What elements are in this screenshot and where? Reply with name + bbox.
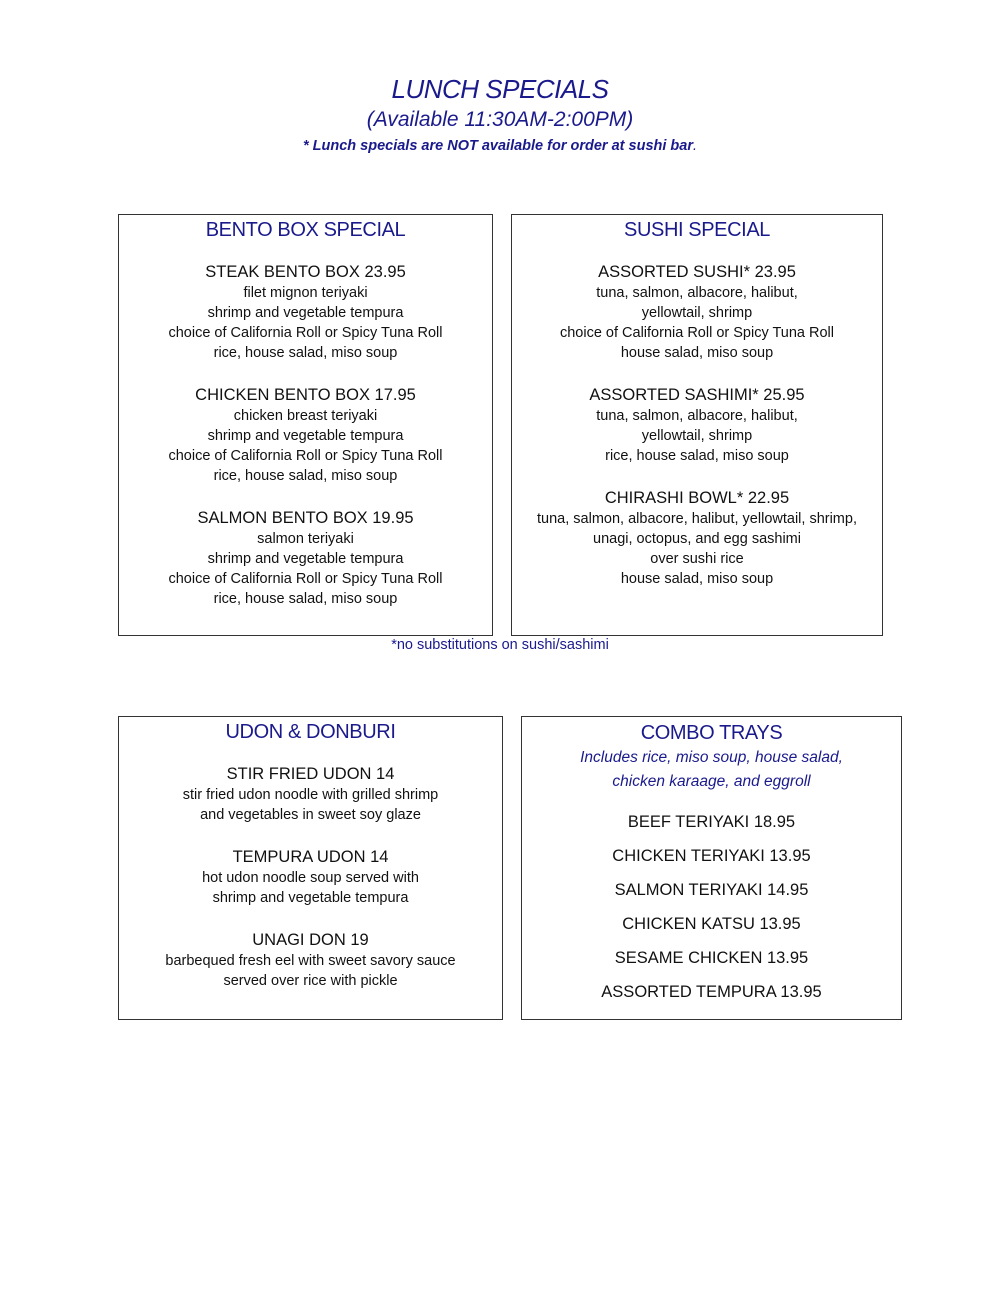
combo-item: SALMON TERIYAKI 14.95 (614, 881, 809, 899)
item-name: SALMON BENTO BOX 19.95 (197, 509, 414, 527)
item-desc: choice of California Roll or Spicy Tuna Roll (168, 325, 443, 341)
menu-item (512, 488, 882, 589)
item-name: ASSORTED SASHIMI* 25.95 (589, 386, 805, 404)
item-desc: served over rice with pickle (223, 973, 398, 989)
menu-item (119, 385, 492, 486)
item-desc: over sushi rice (650, 551, 744, 567)
menu-item (119, 508, 492, 609)
menu-item (119, 930, 502, 991)
sushi-bar-note (0, 138, 1000, 154)
combo-item: ASSORTED TEMPURA 13.95 (601, 983, 822, 1001)
item-desc: barbequed fresh eel with sweet savory sauce (165, 953, 456, 969)
item-desc: hot udon noodle soup served with (202, 870, 419, 886)
combo-trays-section (521, 716, 902, 1020)
bento-box-section (118, 214, 493, 636)
item-desc: and vegetables in sweet soy glaze (200, 807, 421, 823)
menu-item (512, 262, 882, 363)
sushi-special-section (511, 214, 883, 636)
menu-item (512, 385, 882, 466)
combo-item: CHICKEN TERIYAKI 13.95 (612, 847, 811, 865)
combo-item: SESAME CHICKEN 13.95 (614, 949, 809, 967)
section-title: SUSHI SPECIAL (624, 219, 770, 241)
sushi-bar-note-text: * Lunch specials are NOT available for order at sushi bar (302, 138, 693, 154)
combo-item: CHICKEN KATSU 13.95 (622, 915, 801, 933)
item-desc: stir fried udon noodle with grilled shrimp (182, 787, 439, 803)
item-desc: yellowtail, shrimp (641, 428, 753, 444)
item-desc: shrimp and vegetable tempura (207, 305, 404, 321)
item-name: UNAGI DON 19 (252, 931, 369, 949)
udon-donburi-section (118, 716, 503, 1020)
combo-includes: Includes rice, miso soup, house salad, (580, 749, 843, 766)
item-desc: house salad, miso soup (620, 345, 774, 361)
section-title: BENTO BOX SPECIAL (205, 219, 406, 241)
menu-item (119, 847, 502, 908)
menu-item (119, 764, 502, 825)
combo-list (522, 805, 901, 1009)
item-desc: chicken breast teriyaki (233, 408, 378, 424)
combo-includes: chicken karaage, and eggroll (612, 773, 811, 790)
availability-hours: (Available 11:30AM-2:00PM) (366, 108, 634, 131)
substitution-footnote: *no substitutions on sushi/sashimi (391, 637, 609, 653)
section-title: UDON & DONBURI (225, 721, 396, 743)
item-name: CHICKEN BENTO BOX 17.95 (195, 386, 416, 404)
sushi-bar-note-period: . (693, 138, 698, 154)
item-desc: filet mignon teriyaki (243, 285, 368, 301)
menu-item (119, 262, 492, 363)
item-name: STIR FRIED UDON 14 (226, 765, 395, 783)
item-desc: choice of California Roll or Spicy Tuna Roll (168, 571, 443, 587)
item-desc: shrimp and vegetable tempura (212, 890, 409, 906)
item-name: ASSORTED SUSHI* 23.95 (598, 263, 796, 281)
page-title: LUNCH SPECIALS (391, 74, 609, 104)
item-desc: yellowtail, shrimp (641, 305, 753, 321)
item-desc: rice, house salad, miso soup (213, 591, 398, 607)
item-desc: choice of California Roll or Spicy Tuna Roll (168, 448, 443, 464)
item-desc: tuna, salmon, albacore, halibut, yellowtail, shrimp, (537, 511, 857, 527)
item-name: STEAK BENTO BOX 23.95 (205, 263, 406, 281)
item-desc: shrimp and vegetable tempura (207, 428, 404, 444)
item-desc: choice of California Roll or Spicy Tuna Roll (559, 325, 834, 341)
item-desc: tuna, salmon, albacore, halibut, (596, 408, 798, 424)
item-name: CHIRASHI BOWL* 22.95 (604, 489, 790, 507)
item-desc: unagi, octopus, and egg sashimi (593, 531, 801, 547)
item-desc: house salad, miso soup (620, 571, 774, 587)
item-desc: rice, house salad, miso soup (213, 468, 398, 484)
item-desc: tuna, salmon, albacore, halibut, (596, 285, 798, 301)
item-desc: rice, house salad, miso soup (213, 345, 398, 361)
item-desc: salmon teriyaki (257, 531, 354, 547)
item-name: TEMPURA UDON 14 (232, 848, 389, 866)
item-desc: rice, house salad, miso soup (605, 448, 789, 464)
combo-item: BEEF TERIYAKI 18.95 (627, 813, 796, 831)
page-header (0, 72, 1000, 154)
item-desc: shrimp and vegetable tempura (207, 551, 404, 567)
section-title: COMBO TRAYS (640, 722, 783, 744)
